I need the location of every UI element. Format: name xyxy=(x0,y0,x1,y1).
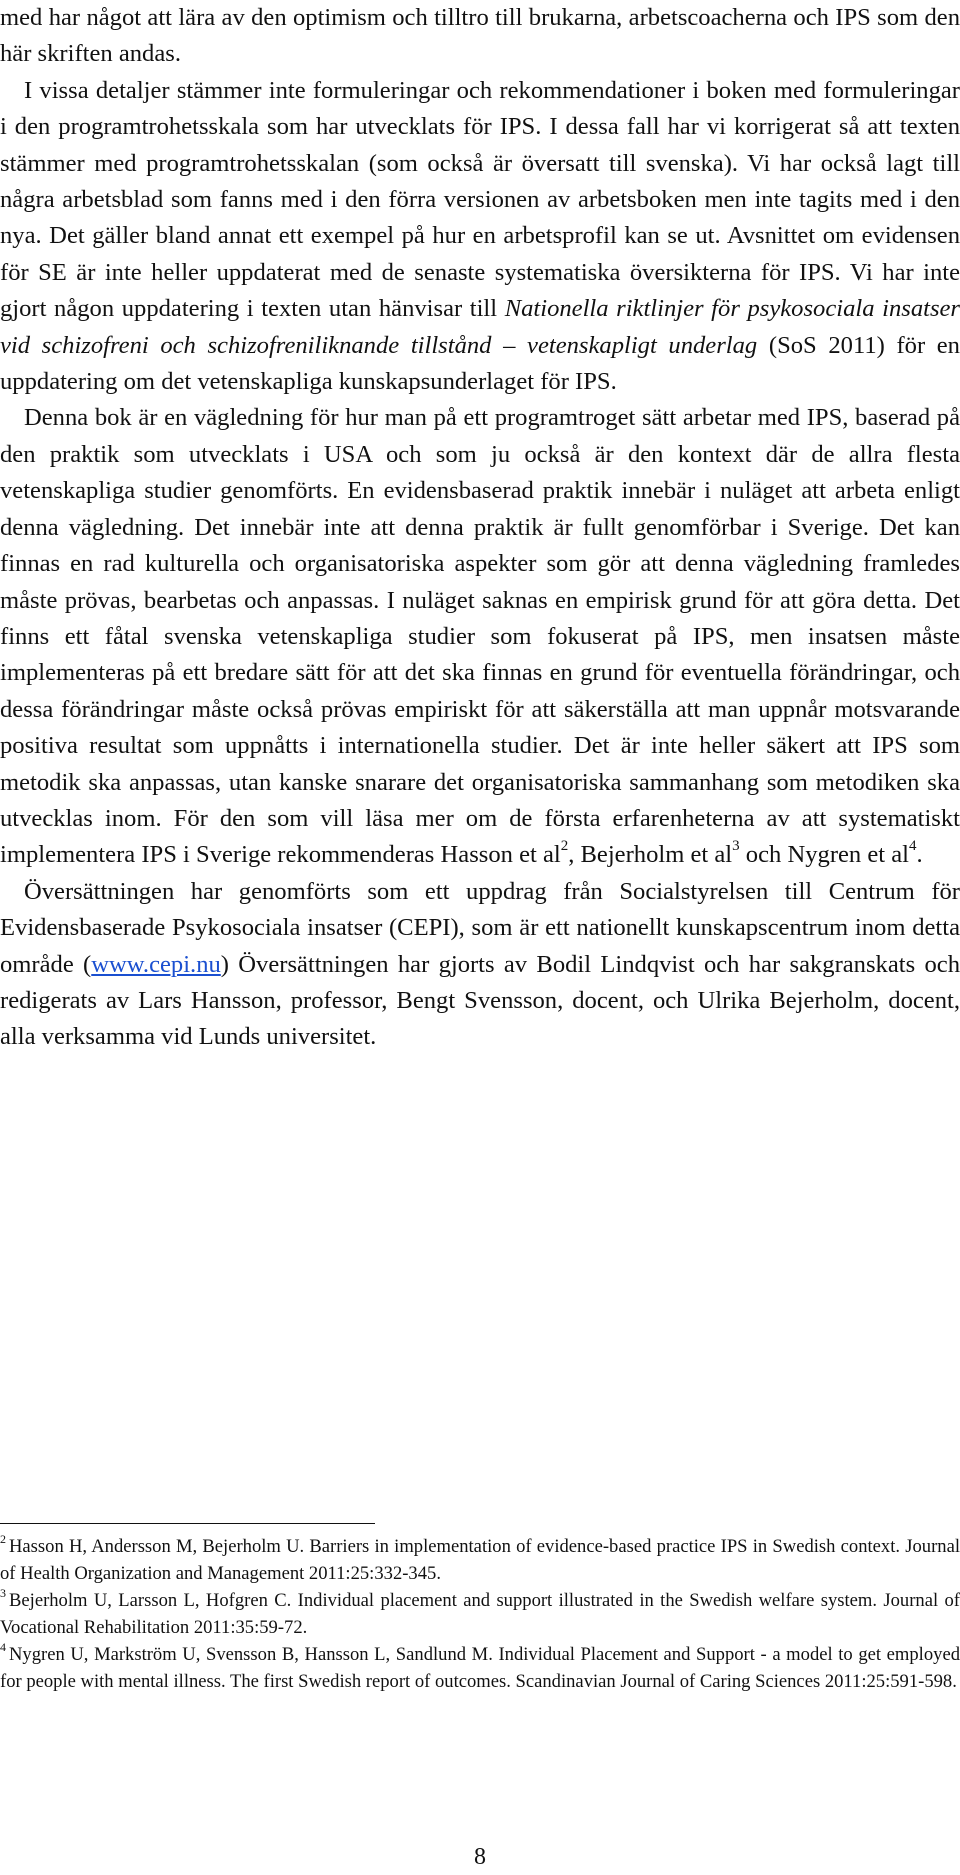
guideline-title: Nationella riktlinjer för psykosociala insatser vid schizofreni och schizofreniliknande tillstånd – vetenskapligt underlag xyxy=(0,295,960,359)
footnote-number: 4 xyxy=(0,1639,6,1654)
footnote-2 xyxy=(0,1533,960,1587)
footnotes xyxy=(0,1533,960,1695)
footnote-divider xyxy=(0,1523,375,1524)
footnote-text: Nygren U, Markström U, Svensson B, Hansson L, Sandlund M. Individual Placement and Support - a model to get employed for people with mental illness. The first Swedish report of outcomes. Scandinavian Journal of Caring Sciences 2011:25:591-598. xyxy=(0,1644,960,1692)
footnote-text: Bejerholm U, Larsson L, Hofgren C. Individual placement and support illustrated in the Swedish welfare system. Journal of Vocational Rehabilitation 2011:35:59-72. xyxy=(0,1590,960,1638)
footnote-ref-3[interactable]: 3 xyxy=(732,838,740,855)
footnote-number: 3 xyxy=(0,1585,6,1600)
paragraph-translation-text: Översättningen har genomförts som ett uppdrag från Socialstyrelsen till Centrum för Evidensbaserade Psykosociala insatser (CEPI), som är ett nationellt kunskapscentrum inom detta område ( xyxy=(0,877,960,978)
paragraph-translation xyxy=(0,874,960,1056)
paragraph-translation-end: ) Översättningen har gjorts av Bodil Lindqvist och har sakgranskats och redigerats av Lars Hansson, professor, Bengt Svensson, docent, och Ulrika Bejerholm, docent, alla verksamma vid Lunds universitet. xyxy=(0,950,960,1051)
footnote-ref-4[interactable]: 4 xyxy=(909,838,917,855)
paragraph-guidance-end: . xyxy=(916,841,923,869)
paragraph-guidance xyxy=(0,400,960,873)
paragraph-guidance-text: Denna bok är en vägledning för hur man på ett programtroget sätt arbetar med IPS, baserad på den praktik som utvecklats i USA och som ju också är den kontext där de allra flesta vetenskapliga studier genomförts. En evidensbaserad praktik innebär i nuläget att arbeta enligt denna vägledning. Det innebär inte att denna praktik är fullt genomförbar i Sverige. Det kan finnas en rad kulturella och organisatoriska aspekter som gör att denna vägledning framledes måste prövas, bearbetas och anpassas. I nuläget saknas en empirisk grund för att göra detta. Det finns ett fåtal svenska vetenskapliga studier som fokuserat på IPS, men insatsen måste implementeras på ett bredare sätt för att det ska finnas en grund för eventuella förändringar, och dessa förändringar måste också prövas empiriskt för att säkerställa att man uppnår motsvarande positiva resultat som uppnåtts i internationella studier. Det är inte heller säkert att IPS som metodik ska anpassas, utan kanske snarare det organisatoriska sammanhang som metodiken ska utvecklas inom. För den som vill läsa mer om de första erfarenheterna av att systematiskt implementera IPS i Sverige rekommenderas Hasson et al xyxy=(0,404,960,869)
paragraph-fidelity-text: I vissa detaljer stämmer inte formuleringar och rekommendationer i boken med formuleringar i den programtrohetsskala som har utvecklats för IPS. I dessa fall har vi korrigerat så att texten stämmer med programtrohetsskalan (som också är översatt till svenska). Vi har också lagt till några arbetsblad som fanns med i den förra versionen av arbetsboken men inte tagits med i den nya. Det gäller bland annat ett exempel på hur en arbetsprofil kan se ut. Avsnittet om evidensen för SE är inte heller uppdaterat med de senaste systematiska översikterna för IPS. Vi har inte gjort någon uppdatering i texten utan hänvisar till xyxy=(0,76,960,323)
paragraph-guidance-mid2: och Nygren et al xyxy=(739,841,910,869)
footnote-3 xyxy=(0,1587,960,1641)
footnote-number: 2 xyxy=(0,1531,6,1546)
paragraph-fidelity xyxy=(0,73,960,401)
footnote-4 xyxy=(0,1641,960,1695)
page-number: 8 xyxy=(474,1844,486,1870)
paragraph-guidance-mid1: , Bejerholm et al xyxy=(568,841,733,869)
paragraph-continued: med har något att lära av den optimism och tilltro till brukarna, arbetscoacherna och IPS som den här skriften andas. xyxy=(0,4,960,68)
footnote-text: Hasson H, Andersson M, Bejerholm U. Barriers in implementation of evidence-based practice IPS in Swedish context. Journal of Health Organization and Management 2011:25:332-345. xyxy=(0,1536,960,1584)
footnote-ref-2[interactable]: 2 xyxy=(560,838,569,855)
cepi-link[interactable]: www.cepi.nu xyxy=(91,950,221,978)
paragraph-fidelity-end: (SoS 2011) för en uppdatering om det vetenskapliga kunskapsunderlaget för IPS. xyxy=(0,331,960,396)
